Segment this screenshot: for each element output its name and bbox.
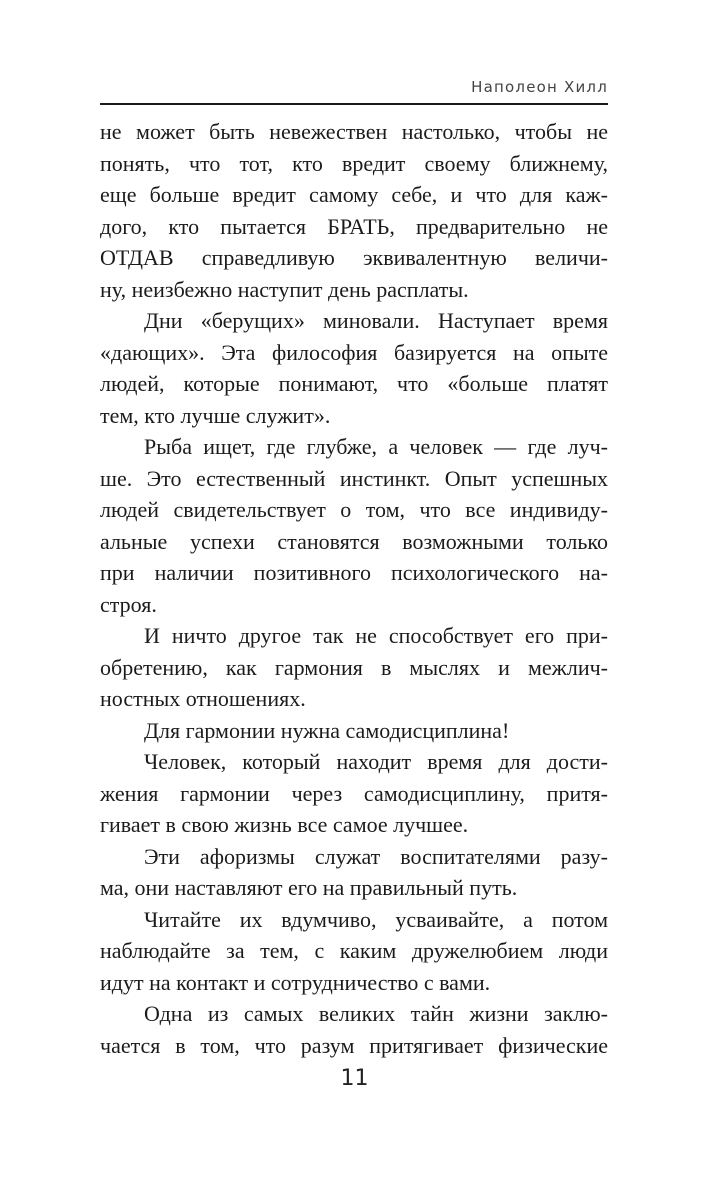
text-line: понять, что тот, кто вредит своему ближнему, bbox=[100, 150, 608, 176]
text-line: ну, неизбежно наступит день расплаты. bbox=[100, 276, 469, 302]
text-line: ше. Это естественный инстинкт. Опыт успешных bbox=[100, 465, 608, 491]
text-line: тем, кто лучше служит». bbox=[100, 402, 331, 428]
text-line: строя. bbox=[100, 591, 157, 617]
text-line: Дни «берущих» миновали. Наступает время bbox=[144, 308, 608, 333]
text-line: людей свидетельствует о том, что все индивиду- bbox=[100, 497, 608, 522]
text-line: еще больше вредит самому себе, и что для каж- bbox=[100, 182, 608, 207]
text-line: Человек, который находит время для дости- bbox=[144, 749, 608, 774]
text-line: «дающих». Эта философия базируется на опыте bbox=[100, 339, 608, 365]
text-line: И ничто другое так не способствует его при- bbox=[144, 623, 608, 648]
text-line: при наличии позитивного психологического на- bbox=[100, 560, 608, 585]
text-line: ностных отношениях. bbox=[100, 686, 306, 711]
text-line: наблюдайте за тем, с каким дружелюбием люди bbox=[100, 938, 608, 963]
text-line: Эти афоризмы служат воспитателями разу- bbox=[144, 843, 608, 869]
text-line: Рыба ищет, где глубже, а человек — где луч- bbox=[144, 434, 608, 459]
header-rule bbox=[100, 103, 608, 105]
text-line: альные успехи становятся возможными только bbox=[100, 528, 608, 554]
running-head-author: Наполеон Хилл bbox=[471, 78, 608, 96]
text-line: людей, которые понимают, что «больше платят bbox=[100, 371, 608, 396]
text-line: Одна из самых великих тайн жизни заклю- bbox=[144, 1001, 608, 1026]
text-line: обретению, как гармония в мыслях и межлич- bbox=[100, 654, 608, 680]
body-text bbox=[100, 116, 608, 1061]
text-line: дого, кто пытается БРАТЬ, предварительно не bbox=[100, 213, 608, 239]
text-line: чается в том, что разум притягивает физические bbox=[100, 1032, 608, 1058]
text-line: Для гармонии нужна самодисциплина! bbox=[144, 717, 510, 743]
page-number: 11 bbox=[340, 1066, 369, 1091]
text-line: идут на контакт и сотрудничество с вами. bbox=[100, 969, 491, 995]
text-line: жения гармонии через самодисциплину, притя- bbox=[100, 780, 608, 806]
text-line: ма, они наставляют его на правильный путь. bbox=[100, 875, 518, 900]
text-line: не может быть невежествен настолько, чтобы не bbox=[100, 119, 608, 144]
text-line: ОТДАВ справедливую эквивалентную величи- bbox=[100, 245, 608, 270]
text-line: Читайте их вдумчиво, усваивайте, а потом bbox=[144, 906, 608, 932]
text-line: гивает в свою жизнь все самое лучшее. bbox=[100, 812, 469, 837]
